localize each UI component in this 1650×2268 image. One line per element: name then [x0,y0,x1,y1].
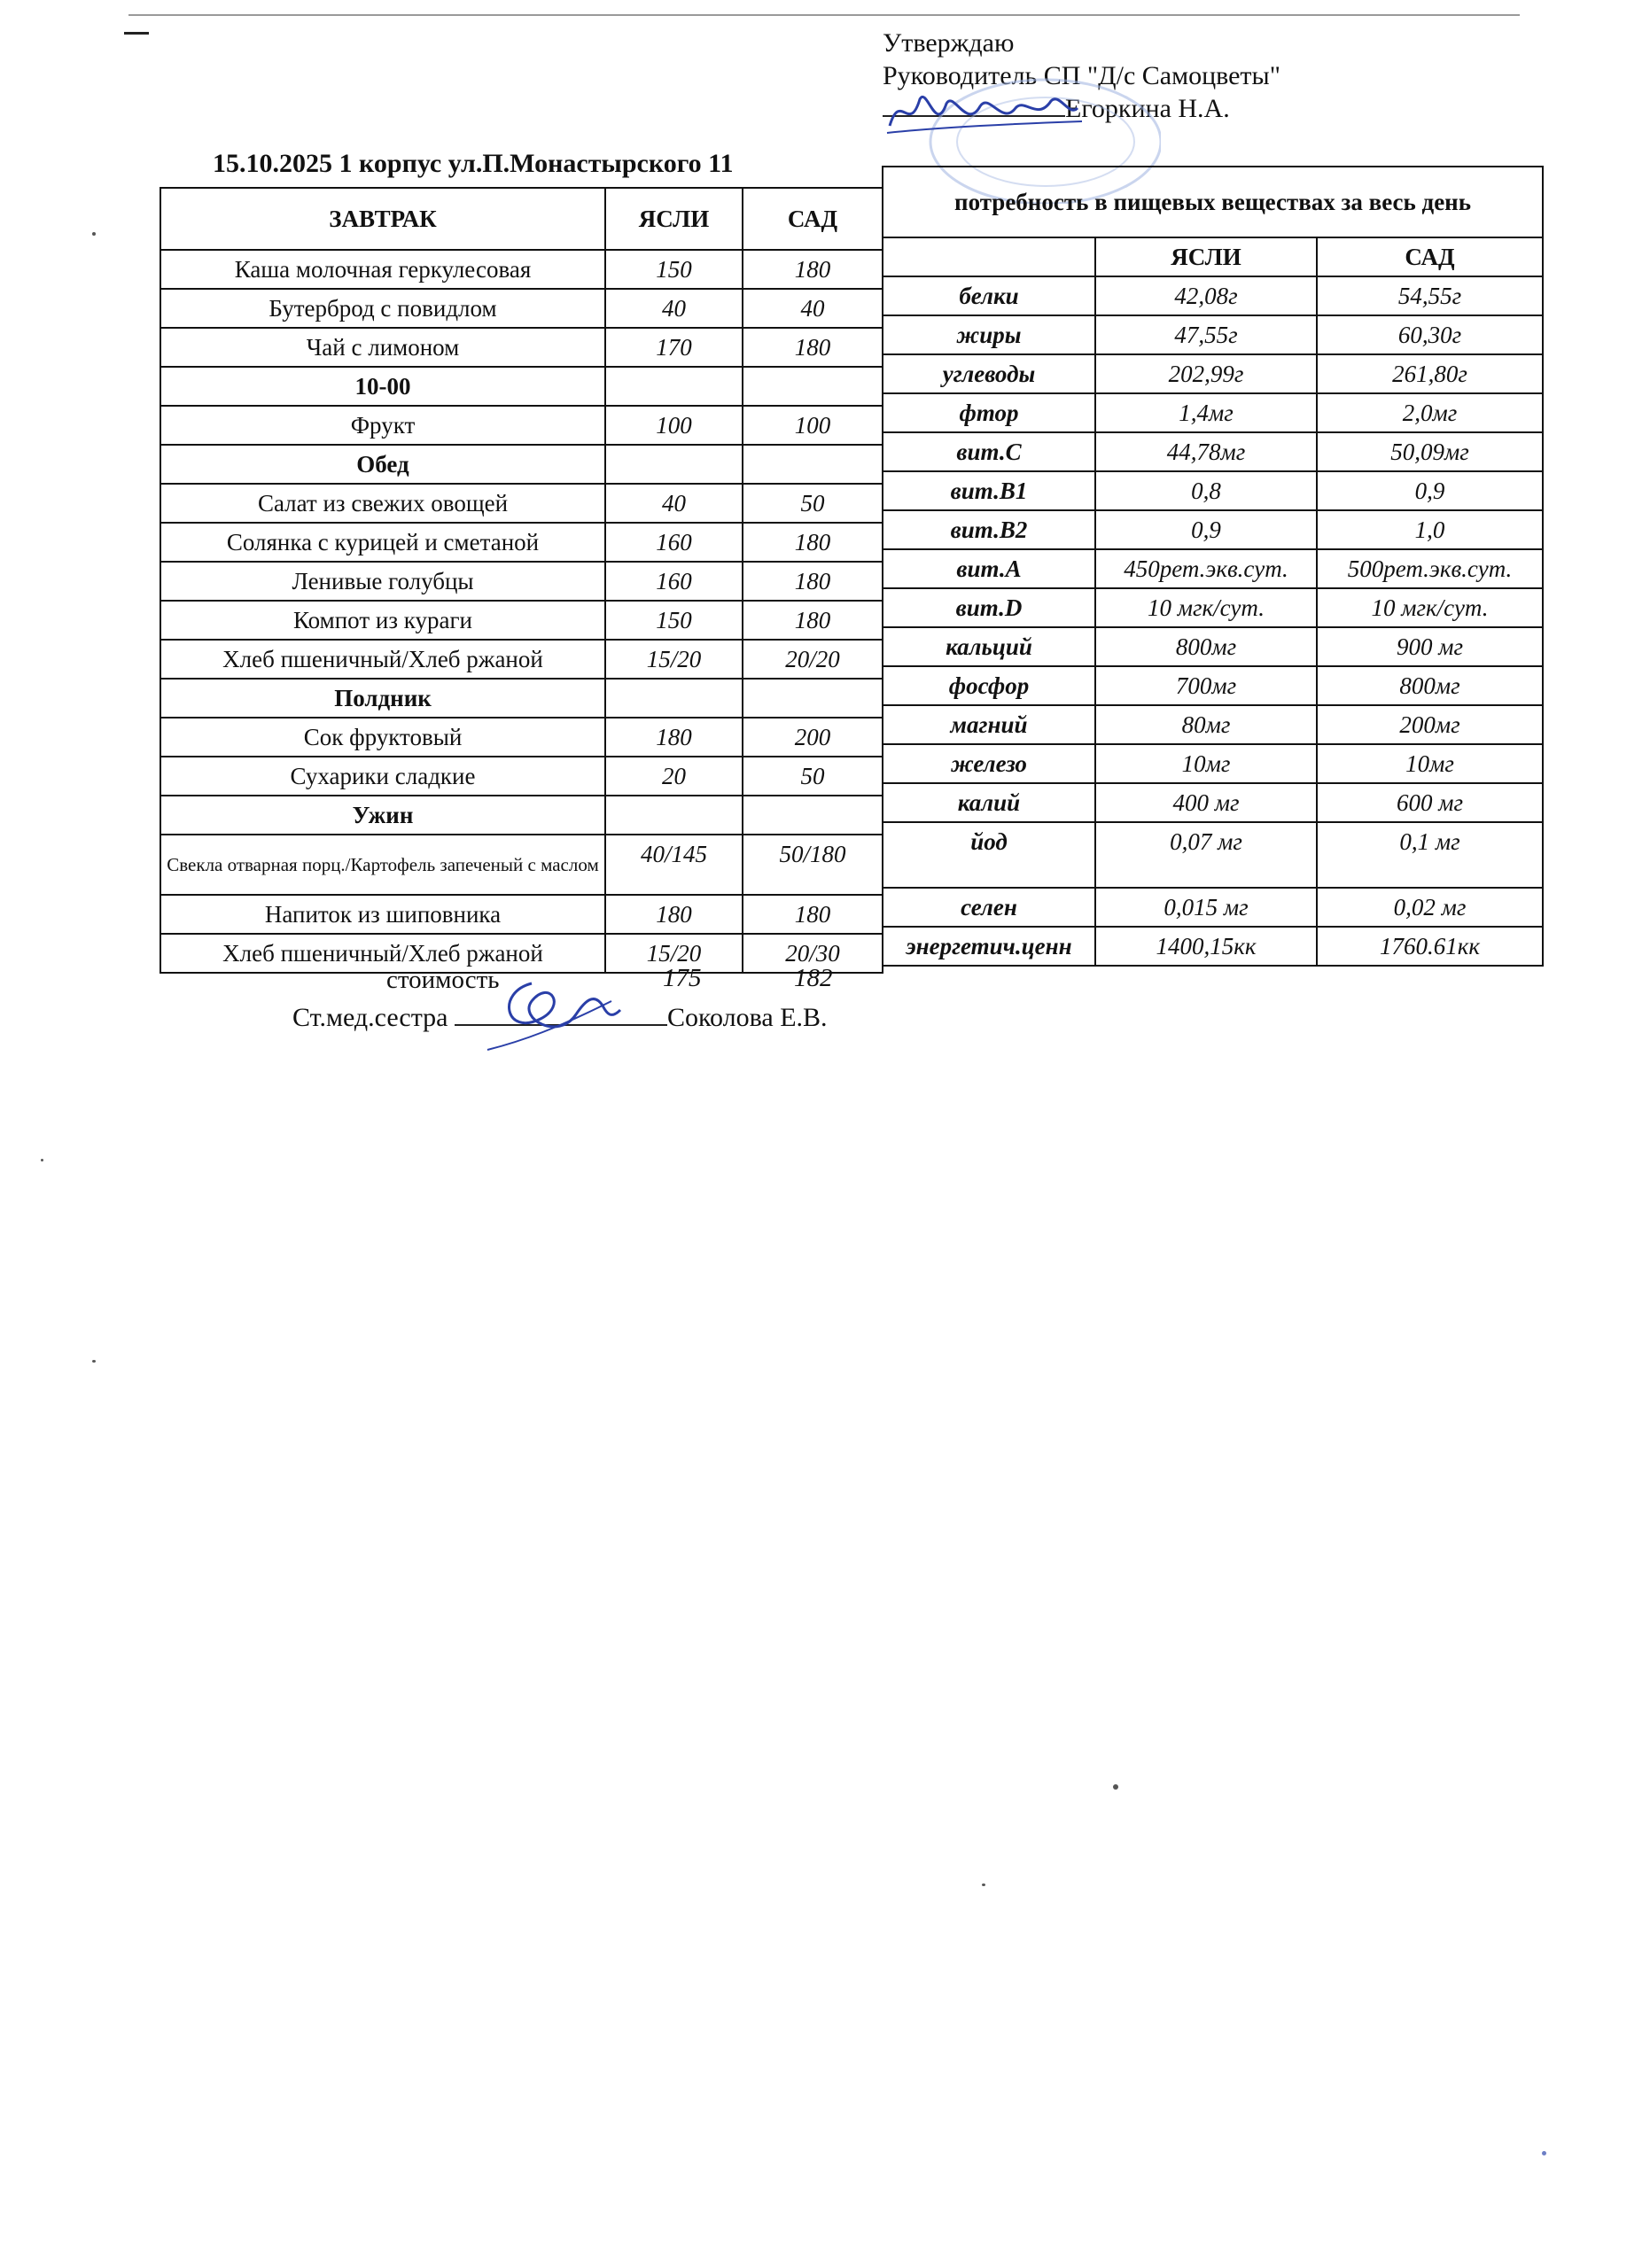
menu-section-row [160,679,883,718]
dish-name: Сухарики сладкие [160,757,605,796]
nutrition-row [883,705,1543,744]
menu-row [160,835,883,895]
dish-garden [743,367,883,406]
nutrient-name: кальций [883,627,1095,666]
nutrition-header-garden: САД [1317,237,1543,276]
nutrient-garden: 50,09мг [1317,432,1543,471]
nurse-signature-icon [479,966,629,1063]
nutrient-nursery: 0,8 [1095,471,1317,510]
nutrition-row [883,627,1543,666]
dish-name: Салат из свежих овощей [160,484,605,523]
nutrition-row [883,471,1543,510]
nutrient-garden: 10мг [1317,744,1543,783]
dish-garden: 180 [743,523,883,562]
menu-row [160,523,883,562]
nutrient-name: белки [883,276,1095,315]
dish-name: Компот из кураги [160,601,605,640]
dish-name: Ленивые голубцы [160,562,605,601]
nutrient-garden: 200мг [1317,705,1543,744]
dish-nursery: 20 [605,757,743,796]
dish-name: Свекла отварная порц./Картофель запеченый с маслом [160,835,605,895]
scan-speck [1542,2151,1546,2155]
dish-nursery [605,679,743,718]
approval-line2: Руководитель СП "Д/с Самоцветы" [883,61,1280,90]
dish-nursery: 40 [605,289,743,328]
dish-nursery [605,367,743,406]
menu-row [160,895,883,934]
approval-line1: Утверждаю [883,28,1015,58]
dish-name: Хлеб пшеничный/Хлеб ржаной [160,640,605,679]
menu-row [160,562,883,601]
scan-speck [41,1159,43,1161]
dish-nursery: 150 [605,250,743,289]
nutrition-row [883,822,1543,888]
nutrient-nursery: 1,4мг [1095,393,1317,432]
menu-section-row [160,367,883,406]
dish-garden: 180 [743,601,883,640]
nutrient-nursery: 10мг [1095,744,1317,783]
nutrient-name: вит.С [883,432,1095,471]
scan-speck [92,232,96,236]
nutrient-garden: 2,0мг [1317,393,1543,432]
menu-row [160,406,883,445]
nutrition-header-row [883,237,1543,276]
nutrition-row [883,432,1543,471]
dish-garden: 180 [743,250,883,289]
nurse-name: Соколова Е.В. [667,1003,828,1032]
nutrient-nursery: 1400,15кк [1095,927,1317,966]
nutrition-title-row [883,167,1543,237]
nutrient-nursery: 80мг [1095,705,1317,744]
dish-garden: 40 [743,289,883,328]
dish-nursery: 150 [605,601,743,640]
dish-name: Солянка с курицей и сметаной [160,523,605,562]
dish-nursery: 15/20 [605,640,743,679]
dish-nursery: 170 [605,328,743,367]
dish-name: Бутерброд с повидлом [160,289,605,328]
nutrition-row [883,783,1543,822]
menu-section-row [160,796,883,835]
nutrient-nursery: 0,07 мг [1095,822,1317,888]
cost-label: стоимость [386,966,500,994]
cost-garden: 182 [794,964,833,992]
section-name: Ужин [160,796,605,835]
nutrient-nursery: 400 мг [1095,783,1317,822]
nutrient-nursery: 450рет.экв.сут. [1095,549,1317,588]
nutrient-garden: 0,02 мг [1317,888,1543,927]
nutrient-name: железо [883,744,1095,783]
dish-garden: 180 [743,895,883,934]
dish-nursery: 40 [605,484,743,523]
approval-name: Егоркина Н.А. [1065,94,1230,123]
nutrient-name: селен [883,888,1095,927]
nutrition-header-nursery: ЯСЛИ [1095,237,1317,276]
nutrient-garden: 1760.61кк [1317,927,1543,966]
dish-garden: 50 [743,484,883,523]
nutrient-name: энергетич.ценн [883,927,1095,966]
nutrient-garden: 900 мг [1317,627,1543,666]
nutrition-row [883,315,1543,354]
document-title: 15.10.2025 1 корпус ул.П.Монастырского 11 [213,149,734,178]
nutrition-row [883,927,1543,966]
dish-garden: 20/20 [743,640,883,679]
nutrient-garden: 600 мг [1317,783,1543,822]
nutrient-nursery: 44,78мг [1095,432,1317,471]
nutrient-garden: 500рет.экв.сут. [1317,549,1543,588]
scan-speck [1113,1784,1118,1790]
dish-garden: 20/30 [743,934,883,973]
menu-row [160,250,883,289]
nutrition-row [883,276,1543,315]
header-garden: САД [743,188,883,250]
nutrient-name: вит.D [883,588,1095,627]
dish-garden: 180 [743,328,883,367]
menu-row [160,289,883,328]
nutrient-garden: 800мг [1317,666,1543,705]
director-signature-icon [883,82,1086,144]
nutrient-nursery: 47,55г [1095,315,1317,354]
dish-nursery: 180 [605,895,743,934]
nutrition-title: потребность в пищевых веществах за весь день [883,167,1543,237]
nutrient-garden: 261,80г [1317,354,1543,393]
nutrition-row [883,549,1543,588]
dish-name: Чай с лимоном [160,328,605,367]
nutrient-nursery: 0,9 [1095,510,1317,549]
dish-name: Хлеб пшеничный/Хлеб ржаной [160,934,605,973]
nutrient-name: жиры [883,315,1095,354]
nutrient-garden: 10 мгк/сут. [1317,588,1543,627]
dish-garden: 100 [743,406,883,445]
dish-garden: 180 [743,562,883,601]
menu-row [160,601,883,640]
dish-garden: 50/180 [743,835,883,895]
nutrition-row [883,354,1543,393]
menu-section-row [160,445,883,484]
section-name: Обед [160,445,605,484]
menu-row [160,640,883,679]
nutrient-nursery: 202,99г [1095,354,1317,393]
dish-nursery: 15/20 [605,934,743,973]
nutrient-name: фосфор [883,666,1095,705]
dish-nursery: 180 [605,718,743,757]
dish-name: Фрукт [160,406,605,445]
dish-name: Напиток из шиповника [160,895,605,934]
nutrition-table [882,166,1544,967]
nutrient-name: йод [883,822,1095,888]
dish-nursery: 40/145 [605,835,743,895]
nurse-label: Ст.мед.сестра [292,1003,448,1032]
nutrient-name: фтор [883,393,1095,432]
dish-name: Каша молочная геркулесовая [160,250,605,289]
nutrition-row [883,393,1543,432]
dish-name: Сок фруктовый [160,718,605,757]
nutrient-name: вит.А [883,549,1095,588]
dish-nursery [605,796,743,835]
header-meal: ЗАВТРАК [160,188,605,250]
menu-table [160,187,883,974]
scan-speck [92,1360,96,1363]
dish-nursery: 160 [605,523,743,562]
nutrition-row [883,666,1543,705]
dish-nursery: 100 [605,406,743,445]
menu-row [160,718,883,757]
nutrition-row [883,510,1543,549]
nutrient-name: углеводы [883,354,1095,393]
nutrient-name: калий [883,783,1095,822]
nutrient-garden: 1,0 [1317,510,1543,549]
nutrient-nursery: 0,015 мг [1095,888,1317,927]
nutrient-name: вит.В2 [883,510,1095,549]
nutrient-nursery: 42,08г [1095,276,1317,315]
nutrient-name: вит.В1 [883,471,1095,510]
nutrient-nursery: 700мг [1095,666,1317,705]
dish-garden [743,679,883,718]
scan-top-edge [128,14,1520,16]
nutrition-row [883,588,1543,627]
scan-dash-mark [124,32,149,35]
menu-row [160,328,883,367]
dish-garden [743,796,883,835]
nutrition-row [883,744,1543,783]
dish-nursery: 160 [605,562,743,601]
nutrition-header-blank [883,237,1095,276]
nutrient-nursery: 10 мгк/сут. [1095,588,1317,627]
dish-garden: 200 [743,718,883,757]
nutrient-garden: 0,9 [1317,471,1543,510]
nutrient-nursery: 800мг [1095,627,1317,666]
nutrient-name: магний [883,705,1095,744]
nutrition-row [883,888,1543,927]
nutrient-garden: 54,55г [1317,276,1543,315]
nutrient-garden: 0,1 мг [1317,822,1543,888]
cost-nursery: 175 [663,964,702,992]
dish-garden [743,445,883,484]
dish-garden: 50 [743,757,883,796]
dish-nursery [605,445,743,484]
header-nursery: ЯСЛИ [605,188,743,250]
section-name: Полдник [160,679,605,718]
nutrient-garden: 60,30г [1317,315,1543,354]
menu-row [160,757,883,796]
menu-row [160,484,883,523]
scan-speck [982,1884,985,1886]
menu-header-row [160,188,883,250]
section-name: 10-00 [160,367,605,406]
